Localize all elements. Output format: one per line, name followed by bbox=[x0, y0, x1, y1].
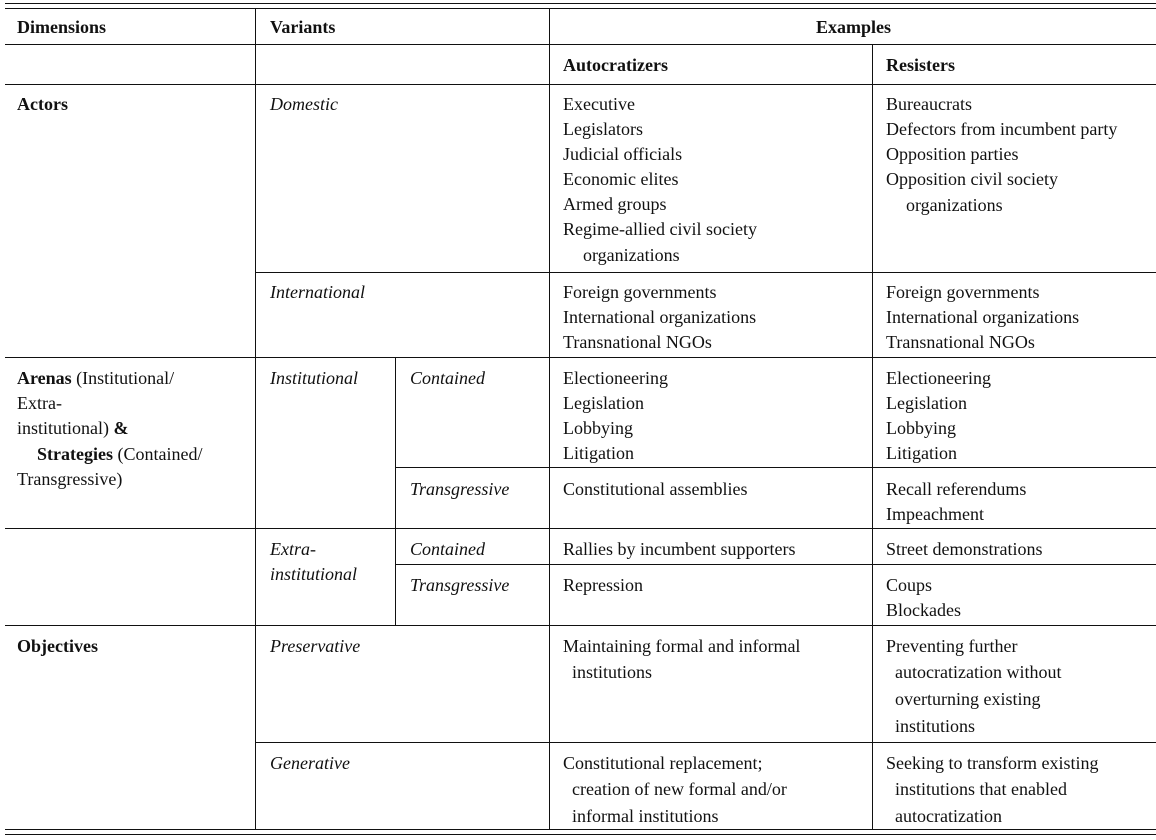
list-item-continuation: organizations bbox=[906, 195, 1003, 215]
actors-end-rule bbox=[5, 357, 1156, 358]
list-item: Litigation bbox=[886, 443, 957, 463]
arenas-label-line2: Extra- bbox=[17, 393, 62, 413]
text-line-continuation: autocratization bbox=[895, 806, 1002, 826]
col-rule-strategies bbox=[395, 357, 396, 625]
list-item: Impeachment bbox=[886, 504, 984, 524]
col-rule-examples bbox=[872, 44, 873, 829]
list-item: Transnational NGOs bbox=[563, 332, 712, 352]
list-item: Litigation bbox=[563, 443, 634, 463]
variant-generative: Generative bbox=[270, 753, 350, 773]
list-item: Foreign governments bbox=[886, 282, 1040, 302]
dimension-objectives: Objectives bbox=[17, 636, 98, 656]
list-item: Legislation bbox=[563, 393, 644, 413]
strategies-label: Strategies bbox=[37, 444, 113, 464]
arenas-label-institutional: institutional) bbox=[17, 418, 109, 438]
list-item: Armed groups bbox=[563, 194, 667, 214]
subheader-rule bbox=[5, 84, 1156, 85]
text-line: Preventing further bbox=[886, 636, 1018, 656]
list-item: Opposition civil society bbox=[886, 169, 1058, 189]
top-double-rule-inner bbox=[5, 8, 1156, 9]
header-variants: Variants bbox=[270, 17, 336, 37]
arenas-label-line5: Transgressive) bbox=[17, 469, 123, 489]
list-item: Lobbying bbox=[563, 418, 633, 438]
text-line: Constitutional replacement; bbox=[563, 753, 763, 773]
variant-preservative: Preservative bbox=[270, 636, 361, 656]
text-line-continuation: overturning existing bbox=[895, 689, 1041, 709]
list-item: Defectors from incumbent party bbox=[886, 119, 1118, 139]
list-item: Recall referendums bbox=[886, 479, 1027, 499]
list-item: Legislators bbox=[563, 119, 643, 139]
text-line-continuation: creation of new formal and/or bbox=[572, 779, 787, 799]
list-item: Blockades bbox=[886, 600, 961, 620]
strategy-transgressive: Transgressive bbox=[410, 479, 510, 499]
list-item: Foreign governments bbox=[563, 282, 717, 302]
list-item: Electioneering bbox=[886, 368, 991, 388]
dimension-actors: Actors bbox=[17, 94, 68, 114]
bottom-double-rule-outer bbox=[5, 834, 1156, 835]
header-examples: Examples bbox=[816, 17, 892, 37]
header-resisters: Resisters bbox=[886, 55, 955, 75]
variant-extra-line2: institutional bbox=[270, 564, 358, 584]
strategies-note: (Contained/ bbox=[117, 444, 203, 464]
ampersand: & bbox=[113, 418, 129, 438]
strategy-contained: Contained bbox=[410, 368, 485, 388]
arenas-label-line3 bbox=[17, 416, 129, 441]
text-line-continuation: institutions bbox=[895, 716, 976, 736]
list-item: Regime-allied civil society bbox=[563, 219, 757, 239]
arenas-end-rule bbox=[5, 625, 1156, 626]
text-line-continuation: institutions that enabled bbox=[895, 779, 1067, 799]
text-line: Maintaining formal and informal bbox=[563, 636, 801, 656]
list-item: Executive bbox=[563, 94, 635, 114]
list-item: Legislation bbox=[886, 393, 967, 413]
list-item: Lobbying bbox=[886, 418, 956, 438]
actors-domestic-rule bbox=[255, 272, 1156, 273]
institutional-end-rule bbox=[5, 528, 1156, 529]
col-rule-variants bbox=[549, 8, 550, 829]
list-item: Constitutional assemblies bbox=[563, 479, 748, 499]
variant-domestic: Domestic bbox=[270, 94, 338, 114]
arenas-label: Arenas bbox=[17, 368, 72, 388]
text-line: Seeking to transform existing bbox=[886, 753, 1099, 773]
strategy-contained: Contained bbox=[410, 539, 485, 559]
header-rule bbox=[5, 44, 1156, 45]
variant-international: International bbox=[270, 282, 365, 302]
arenas-label-line4 bbox=[17, 442, 202, 467]
list-item: Opposition parties bbox=[886, 144, 1019, 164]
list-item-continuation: organizations bbox=[583, 245, 680, 265]
list-item: Judicial officials bbox=[563, 144, 683, 164]
bottom-double-rule-inner bbox=[5, 829, 1156, 830]
variant-extra-line1: Extra- bbox=[270, 539, 316, 559]
list-item: Coups bbox=[886, 575, 933, 595]
arenas-note: (Institutional/ bbox=[76, 368, 175, 388]
list-item: Rallies by incumbent supporters bbox=[563, 539, 796, 559]
text-line-continuation: informal institutions bbox=[572, 806, 719, 826]
arenas-label-line1 bbox=[17, 366, 174, 391]
col-rule-dimensions bbox=[255, 8, 256, 829]
text-line-continuation: institutions bbox=[572, 662, 653, 682]
header-autocratizers: Autocratizers bbox=[563, 55, 668, 75]
list-item: Bureaucrats bbox=[886, 94, 972, 114]
list-item: Electioneering bbox=[563, 368, 668, 388]
objectives-preservative-rule bbox=[255, 742, 1156, 743]
list-item: Repression bbox=[563, 575, 643, 595]
variant-institutional: Institutional bbox=[270, 368, 359, 388]
list-item: Transnational NGOs bbox=[886, 332, 1035, 352]
list-item: International organizations bbox=[563, 307, 757, 327]
strategy-transgressive: Transgressive bbox=[410, 575, 510, 595]
list-item: International organizations bbox=[886, 307, 1080, 327]
extra-contained-rule bbox=[395, 564, 1156, 565]
list-item: Economic elites bbox=[563, 169, 679, 189]
top-double-rule-outer bbox=[5, 3, 1156, 4]
text-line-continuation: autocratization without bbox=[895, 662, 1062, 682]
institutional-contained-rule bbox=[395, 467, 1156, 468]
list-item: Street demonstrations bbox=[886, 539, 1043, 559]
header-dimensions: Dimensions bbox=[17, 17, 107, 37]
